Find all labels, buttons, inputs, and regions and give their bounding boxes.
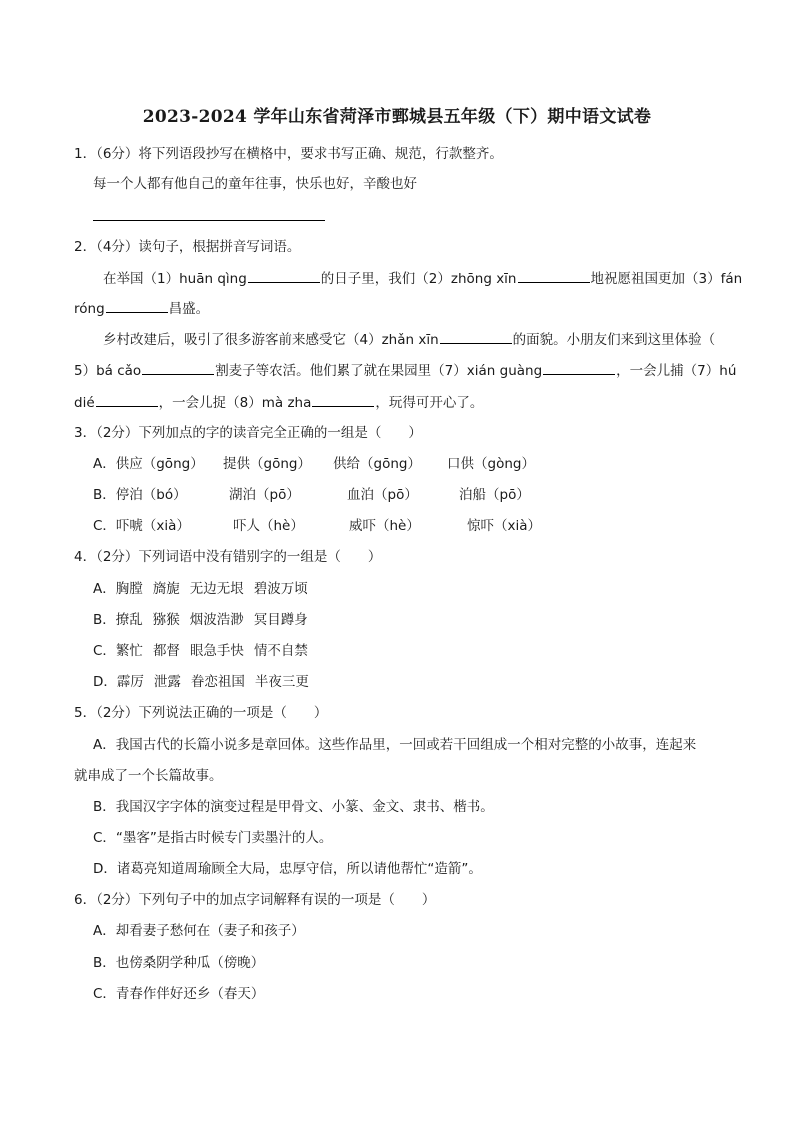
q2-text: róng [74, 301, 105, 317]
q5-stem: 5．（2分）下列说法正确的一项是（ ） [74, 705, 328, 721]
q4-b-word: 冥目蹲身 [253, 612, 308, 628]
q4-a-word: A．胸膛 [93, 581, 143, 597]
q2-blank-6[interactable] [543, 360, 615, 375]
q2-text: 的面貌。小朋友们来到这里体验（ [512, 332, 716, 348]
q4-a-word: 旖旎 [152, 581, 180, 597]
q2-text: 地祝愿祖国更加（3）fán [590, 271, 743, 287]
q4-b-word: B．撩乱 [93, 612, 143, 628]
q2-text: 5）bá cǎo [74, 363, 142, 379]
exam-title: 2023-2024 学年山东省菏泽市鄄城县五年级（下）期中语文试卷 [142, 107, 652, 127]
q5-option-a-cont: 就串成了一个长篇故事。 [74, 768, 223, 784]
q4-c-word: 都督 [152, 643, 180, 659]
q2-blank-7[interactable] [96, 392, 158, 407]
q3-b-item-3: 血泊（pō） [347, 487, 418, 503]
q5-option-d[interactable]: D．诸葛亮知道周瑜顾全大局，忠厚守信，所以请他帮忙“造箭”。 [93, 861, 482, 877]
q2-line-5 [74, 392, 724, 413]
q6-stem: 6．（2分）下列句子中的加点字词解释有误的一项是（ ） [74, 892, 436, 908]
q4-c-word: 眼急手快 [189, 643, 244, 659]
q3-b-item-4: 泊船（pō） [459, 487, 530, 503]
q2-text: dié [74, 395, 95, 411]
q3-c-item-1: C．吓唬（xià） [93, 518, 190, 534]
q6-option-a[interactable]: A．却看妻子愁何在（妻子和孩子） [93, 923, 305, 939]
q2-text: ，玩得可开心了。 [375, 395, 484, 411]
q4-b-word: 猕猴 [152, 612, 180, 628]
q3-b-item-2: 湖泊（pō） [229, 487, 300, 503]
q6-option-b[interactable]: B．也傍桑阴学种瓜（傍晚） [93, 955, 265, 971]
q3-b-item-1: B．停泊（bó） [93, 487, 187, 503]
q2-blank-8[interactable] [312, 392, 374, 407]
q1-passage: 每一个人都有他自己的童年往事，快乐也好，辛酸也好 [93, 176, 417, 192]
q4-option-c[interactable] [93, 641, 724, 661]
q4-d-word: 眷恋祖国 [190, 674, 245, 690]
q2-text: 昌盛。 [168, 301, 210, 317]
q3-c-item-2: 吓人（hè） [233, 518, 304, 534]
q4-d-word: 半夜三更 [254, 674, 309, 690]
q2-line-3 [103, 329, 724, 350]
q2-blank-2[interactable] [518, 268, 590, 283]
q2-text: 割麦子等农活。他们累了就在果园里（7）xián guàng [215, 363, 543, 379]
q2-blank-1[interactable] [248, 268, 320, 283]
q4-b-word: 烟波浩渺 [189, 612, 244, 628]
q4-d-word: D．霹厉 [93, 674, 144, 690]
q2-line-2 [74, 298, 724, 319]
q2-line-1 [103, 268, 743, 289]
q1-stem: 1．（6分）将下列语段抄写在横格中，要求书写正确、规范，行款整齐。 [74, 146, 503, 162]
q2-blank-4[interactable] [440, 329, 512, 344]
q6-option-c[interactable]: C．青春作伴好还乡（春天） [93, 986, 265, 1002]
q4-option-d[interactable] [93, 672, 724, 692]
q4-c-word: C．繁忙 [93, 643, 143, 659]
q2-text: ，一会儿捉（8）mà zha [158, 395, 312, 411]
q2-line-4 [74, 360, 737, 381]
q2-text: 在举国（1）huān qìng [103, 271, 247, 287]
q2-blank-3[interactable] [106, 298, 168, 313]
q3-a-item-3: 供给（gōng） [333, 456, 421, 472]
q3-a-item-4: 口供（gòng） [447, 456, 535, 472]
q2-text: ，一会儿捕（7）hú [616, 363, 737, 379]
q1-answer-line[interactable] [93, 220, 325, 221]
q4-option-a[interactable] [93, 579, 724, 599]
q2-blank-5[interactable] [142, 360, 214, 375]
q4-option-b[interactable] [93, 610, 724, 630]
q4-stem: 4．（2分）下列词语中没有错别字的一组是（ ） [74, 549, 382, 565]
q3-a-item-1: A．供应（gōng） [93, 456, 204, 472]
q4-a-word: 碧波万顷 [253, 581, 308, 597]
q4-d-word: 泄露 [153, 674, 181, 690]
q2-text: 的日子里，我们（2）zhōng xīn [320, 271, 517, 287]
q3-c-item-3: 威吓（hè） [349, 518, 420, 534]
q5-option-c[interactable]: C．“墨客”是指古时候专门卖墨汁的人。 [93, 830, 333, 846]
q2-text: 乡村改建后，吸引了很多游客前来感受它（4）zhǎn xīn [103, 332, 439, 348]
q3-stem: 3．（2分）下列加点的字的读音完全正确的一组是（ ） [74, 425, 422, 441]
q2-stem: 2．（4分）读句子，根据拼音写词语。 [74, 239, 301, 255]
q3-c-item-4: 惊吓（xià） [467, 518, 542, 534]
q4-a-word: 无边无垠 [189, 581, 244, 597]
q5-option-a[interactable]: A．我国古代的长篇小说多是章回体。这些作品里，一回或若干回组成一个相对完整的小故事，连起来 [93, 737, 697, 753]
q4-c-word: 情不自禁 [253, 643, 308, 659]
q5-option-b[interactable]: B．我国汉字字体的演变过程是甲骨文、小篆、金文、隶书、楷书。 [93, 799, 494, 815]
q3-a-item-2: 提供（gōng） [223, 456, 311, 472]
